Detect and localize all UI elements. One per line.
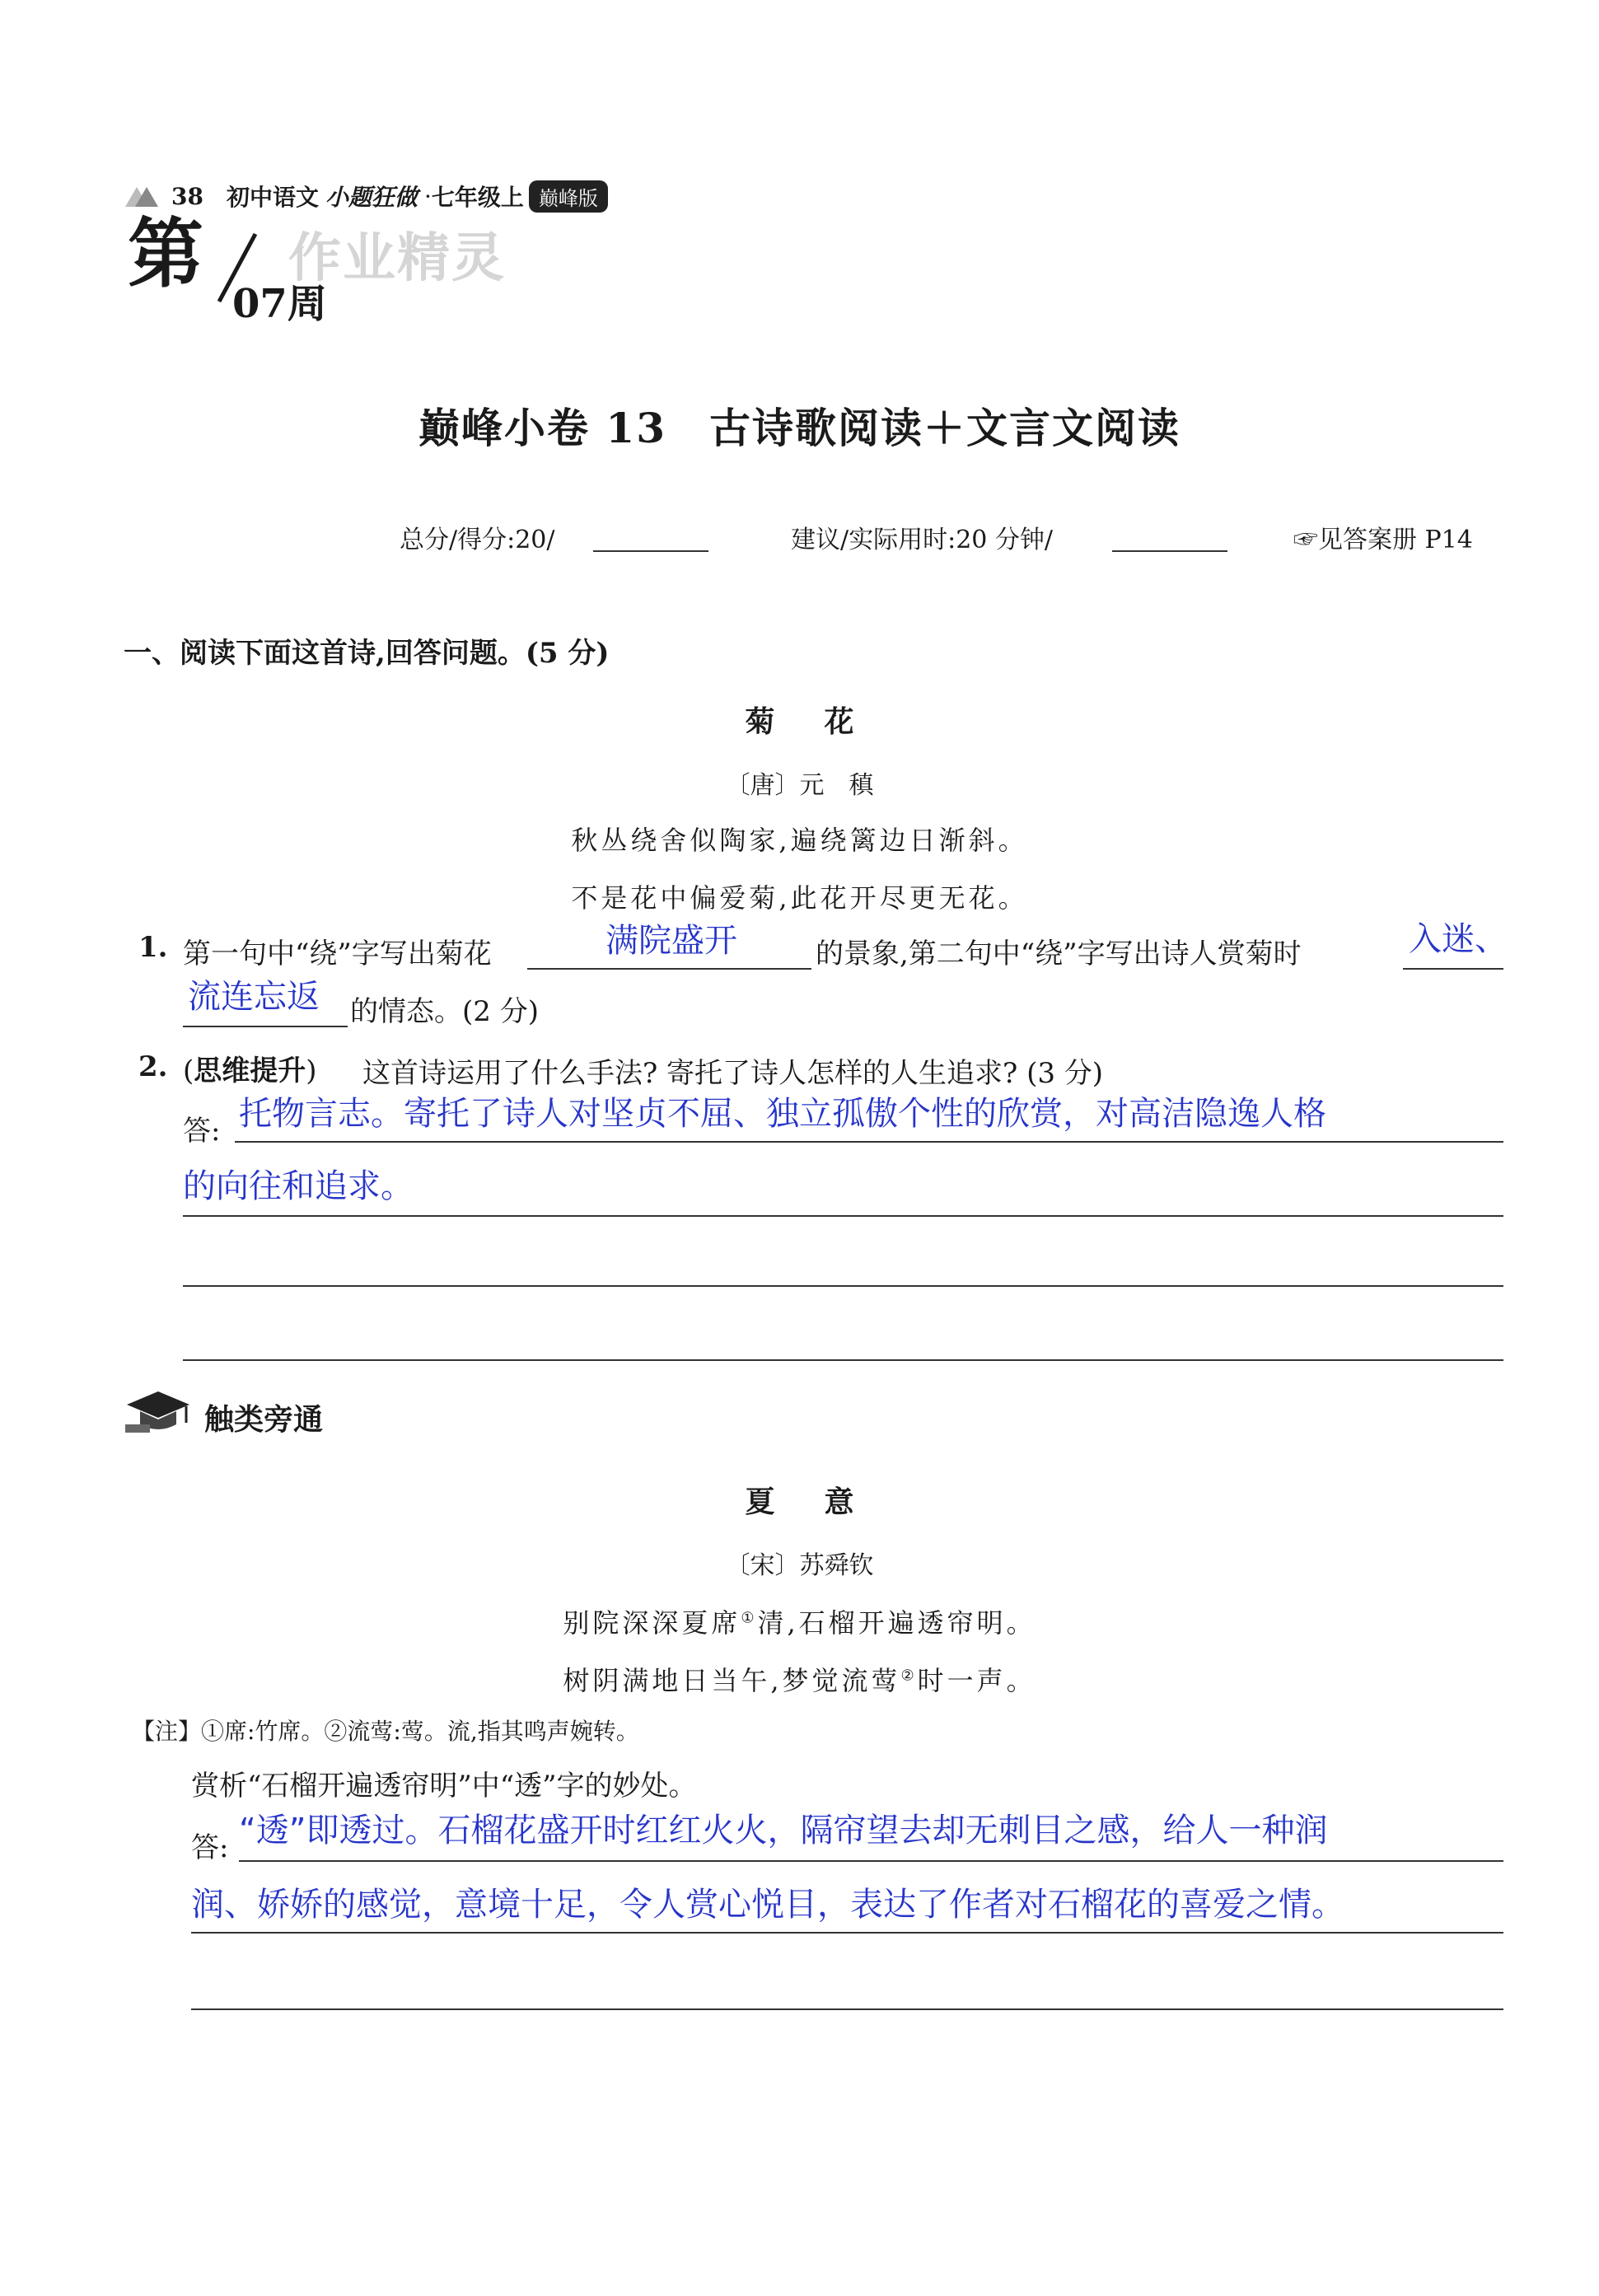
- answer-line[interactable]: [183, 1215, 1503, 1217]
- answer-label: 答:: [191, 1831, 229, 1864]
- brand-logo: 小题狂做: [325, 184, 418, 211]
- score-blank[interactable]: [593, 550, 708, 552]
- handwritten-answer: “透”即透过。石榴花盛开时红红火火，隔帘望去却无刺目之感，给人一种润: [239, 1812, 1328, 1849]
- series-name: 初中语文: [226, 184, 319, 211]
- question-text: 赏析“石榴开遍透帘明”中“透”字的妙处。: [191, 1770, 697, 1803]
- poem-line: 树阴满地日当午,梦觉流莺②时一声。: [563, 1665, 1036, 1696]
- grade-label: 七年级上: [431, 184, 524, 211]
- answer-reference: ☞见答案册 P14: [1293, 526, 1473, 554]
- handwritten-answer: 流连忘返: [188, 978, 320, 1016]
- answer-blank[interactable]: [527, 968, 811, 970]
- question-text: 的景象,第二句中“绕”字写出诗人赏菊时: [816, 938, 1302, 970]
- paper-title: 巅峰小卷 13 古诗歌阅读＋文言文阅读: [418, 404, 1181, 452]
- question-number: 2.: [138, 1050, 168, 1083]
- week-prefix: 第: [128, 209, 204, 298]
- question-text: 这首诗运用了什么手法? 寄托了诗人怎样的人生追求? (3 分): [362, 1057, 1104, 1090]
- poem-author: 〔唐〕元 稹: [725, 771, 874, 800]
- answer-label: 答:: [183, 1115, 221, 1148]
- tag-thinking: (思维提升): [183, 1054, 317, 1087]
- time-label: 建议/实际用时:20 分钟/: [791, 526, 1054, 554]
- week-number: 07周: [232, 281, 327, 327]
- extension-heading: 触类旁通: [204, 1403, 324, 1437]
- answer-line[interactable]: [191, 2008, 1503, 2010]
- handwritten-answer: 的向往和追求。: [183, 1167, 414, 1205]
- answer-line[interactable]: [183, 1359, 1503, 1361]
- score-label: 总分/得分:20/: [400, 526, 555, 554]
- poem-title: 夏意: [745, 1485, 904, 1519]
- triangle-logo-icon: [124, 184, 160, 208]
- page-number: 38: [171, 182, 203, 210]
- section-one-heading: 一、阅读下面这首诗,回答问题。(5 分): [124, 637, 610, 670]
- answer-blank[interactable]: [1403, 968, 1503, 970]
- edition-badge: 巅峰版: [529, 180, 608, 213]
- question-text: 的情态。(2 分): [350, 995, 539, 1028]
- poem-title: 菊花: [745, 704, 904, 739]
- poem-line: 别院深深夏席①清,石榴开遍透帘明。: [563, 1607, 1036, 1639]
- graduation-cap-icon: [125, 1388, 191, 1436]
- handwritten-answer: 托物言志。寄托了诗人对坚贞不屈、独立孤傲个性的欣赏，对高洁隐逸人格: [239, 1095, 1326, 1133]
- handwritten-answer: 入迷、: [1409, 920, 1508, 958]
- answer-line[interactable]: [235, 1141, 1503, 1143]
- poem-author: 〔宋〕苏舜钦: [725, 1551, 874, 1580]
- answer-line[interactable]: [239, 1860, 1503, 1862]
- question-number: 1.: [138, 931, 168, 964]
- running-header: [124, 180, 608, 213]
- handwritten-answer: 满院盛开: [605, 922, 737, 960]
- annotation-note: 【注】①席:竹席。②流莺:莺。流,指其鸣声婉转。: [132, 1718, 639, 1745]
- time-blank[interactable]: [1112, 550, 1227, 552]
- answer-line[interactable]: [183, 1285, 1503, 1287]
- poem-line: 秋丛绕舍似陶家,遍绕篱边日渐斜。: [571, 825, 1028, 856]
- tag-label: 思维提升: [194, 1054, 306, 1087]
- watermark: 作业精灵: [288, 228, 506, 289]
- separator-dot: ·: [424, 182, 432, 210]
- answer-line[interactable]: [191, 1932, 1503, 1934]
- answer-blank[interactable]: [183, 1026, 348, 1027]
- poem-line: 不是花中偏爱菊,此花开尽更无花。: [571, 882, 1028, 914]
- question-text: 第一句中“绕”字写出菊花: [183, 938, 492, 970]
- handwritten-answer: 润、娇娇的感觉，意境十足，令人赏心悦目，表达了作者对石榴花的喜爱之情。: [191, 1886, 1344, 1924]
